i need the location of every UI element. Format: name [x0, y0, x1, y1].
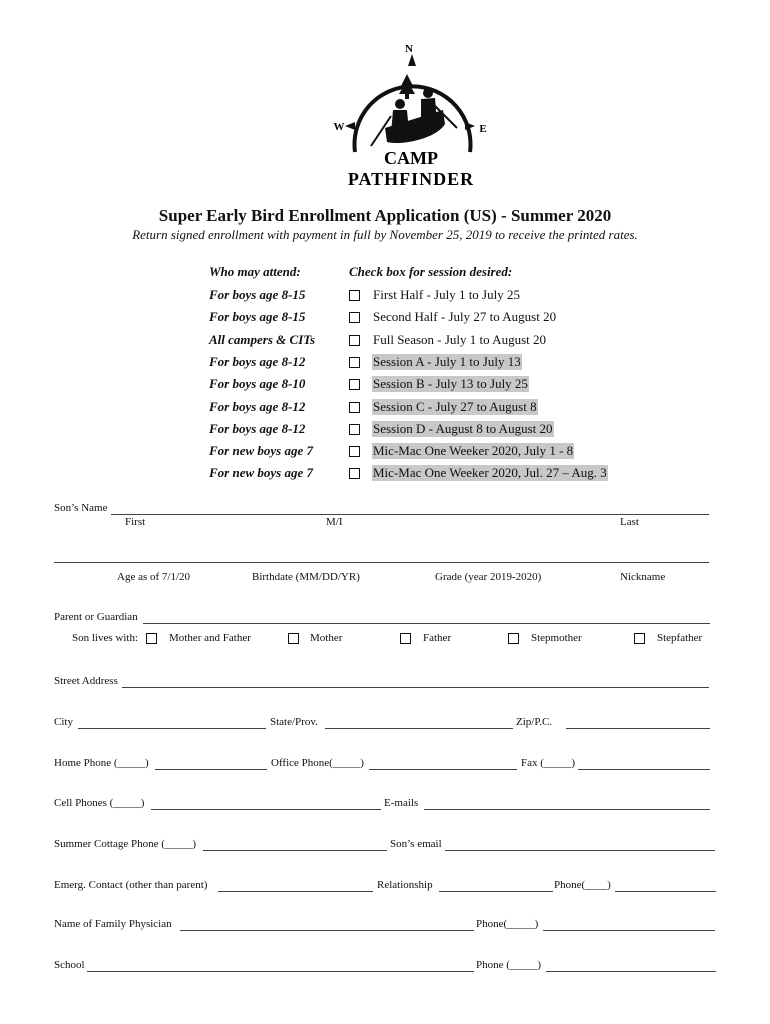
- session-checkbox[interactable]: [349, 312, 360, 323]
- age-label: Age as of 7/1/20: [117, 571, 191, 583]
- stepfather-checkbox[interactable]: [634, 633, 645, 644]
- session-label: Session C - July 27 to August 8: [373, 399, 537, 414]
- office-phone-field[interactable]: [369, 769, 517, 770]
- physician-phone-label: Phone(_____): [476, 918, 539, 930]
- last-label: Last: [620, 516, 639, 528]
- relationship-field[interactable]: [439, 891, 553, 892]
- emerg-contact-label: Emerg. Contact (other than parent): [54, 879, 208, 891]
- street-field[interactable]: [122, 687, 709, 688]
- grade-label: Grade (year 2019-2020): [435, 571, 542, 583]
- birthdate-label: Birthdate (MM/DD/YR): [252, 571, 360, 583]
- school-phone-field[interactable]: [546, 971, 716, 972]
- session-checkbox[interactable]: [349, 468, 360, 479]
- first-label: First: [125, 516, 146, 528]
- school-phone-label: Phone (_____): [476, 959, 542, 971]
- sons-name-field[interactable]: [111, 514, 709, 515]
- city-field[interactable]: [78, 728, 266, 729]
- summer-phone-label: Summer Cottage Phone (_____): [54, 838, 197, 850]
- physician-phone-field[interactable]: [543, 930, 715, 931]
- stepmother-label: Stepmother: [531, 632, 582, 644]
- lives-with-label: Son lives with:: [72, 632, 139, 644]
- state-field[interactable]: [325, 728, 513, 729]
- page-title: Super Early Bird Enrollment Application (US) - Summer 2020: [158, 206, 612, 225]
- office-phone-label: Office Phone(_____): [271, 757, 364, 769]
- page-subtitle: Return signed enrollment with payment in full by November 25, 2019 to receive the printed rates.: [132, 227, 638, 242]
- city-label: City: [54, 716, 73, 728]
- fax-field[interactable]: [578, 769, 710, 770]
- sons-email-label: Son’s email: [390, 838, 442, 850]
- emails-field[interactable]: [424, 809, 710, 810]
- nickname-label: Nickname: [620, 571, 666, 583]
- session-checkbox[interactable]: [349, 446, 360, 457]
- who-may-attend: For boys age 8-12: [209, 354, 306, 369]
- who-may-attend: For boys age 8-15: [209, 309, 306, 324]
- father-checkbox[interactable]: [400, 633, 411, 644]
- home-phone-field[interactable]: [155, 769, 267, 770]
- cell-phones-field[interactable]: [151, 809, 381, 810]
- mother-checkbox[interactable]: [288, 633, 299, 644]
- summer-phone-field[interactable]: [203, 850, 387, 851]
- who-header: Who may attend:: [209, 264, 301, 279]
- session-label: Second Half - July 27 to August 20: [373, 309, 557, 324]
- session-checkbox[interactable]: [349, 290, 360, 301]
- who-may-attend: For boys age 8-10: [209, 376, 306, 391]
- session-label: Full Season - July 1 to August 20: [373, 332, 546, 347]
- school-label: School: [54, 959, 85, 971]
- camp-pathfinder-logo: [325, 42, 495, 192]
- zip-field[interactable]: [566, 728, 710, 729]
- who-may-attend: For boys age 8-15: [209, 287, 306, 302]
- mother-father-checkbox[interactable]: [146, 633, 157, 644]
- session-label: Mic-Mac One Weeker 2020, Jul. 27 – Aug. 3: [373, 465, 607, 480]
- session-label: Session D - August 8 to August 20: [373, 421, 553, 436]
- fax-label: Fax (_____): [521, 757, 576, 769]
- session-checkbox[interactable]: [349, 379, 360, 390]
- parent-field[interactable]: [143, 623, 710, 624]
- cell-phones-label: Cell Phones (_____): [54, 797, 145, 809]
- sons-name-label: Son’s Name: [54, 502, 108, 514]
- mi-label: M/I: [326, 516, 343, 528]
- logo-pathfinder: PATHFINDER: [347, 169, 475, 189]
- who-may-attend: For new boys age 7: [209, 443, 313, 458]
- who-may-attend: For new boys age 7: [209, 465, 313, 480]
- home-phone-label: Home Phone (_____): [54, 757, 149, 769]
- who-may-attend: For boys age 8-12: [209, 399, 306, 414]
- who-may-attend: For boys age 8-12: [209, 421, 306, 436]
- session-label: First Half - July 1 to July 25: [373, 287, 520, 302]
- check-header: Check box for session desired:: [349, 264, 513, 279]
- emerg-phone-label: Phone(____): [554, 879, 611, 891]
- parent-label: Parent or Guardian: [54, 611, 138, 623]
- session-label: Session A - July 1 to July 13: [373, 354, 521, 369]
- logo-east: E: [479, 123, 487, 135]
- emerg-contact-field[interactable]: [218, 891, 373, 892]
- session-checkbox[interactable]: [349, 424, 360, 435]
- mother-label: Mother: [310, 632, 343, 644]
- age-birthdate-field[interactable]: [54, 562, 709, 563]
- physician-field[interactable]: [180, 930, 474, 931]
- session-checkbox[interactable]: [349, 335, 360, 346]
- mother-father-label: Mother and Father: [169, 632, 251, 644]
- logo-camp: CAMP: [384, 148, 438, 168]
- who-may-attend: All campers & CITs: [209, 332, 316, 347]
- physician-label: Name of Family Physician: [54, 918, 172, 930]
- session-checkbox[interactable]: [349, 357, 360, 368]
- session-label: Mic-Mac One Weeker 2020, July 1 - 8: [373, 443, 574, 458]
- relationship-label: Relationship: [377, 879, 433, 891]
- state-label: State/Prov.: [270, 716, 318, 728]
- session-label: Session B - July 13 to July 25: [373, 376, 528, 391]
- emerg-phone-field[interactable]: [615, 891, 716, 892]
- sons-email-field[interactable]: [445, 850, 715, 851]
- logo-north: N: [405, 43, 413, 55]
- street-label: Street Address: [54, 675, 118, 687]
- session-checkbox[interactable]: [349, 402, 360, 413]
- stepfather-label: Stepfather: [657, 632, 703, 644]
- stepmother-checkbox[interactable]: [508, 633, 519, 644]
- father-label: Father: [423, 632, 452, 644]
- school-field[interactable]: [87, 971, 474, 972]
- zip-label: Zip/P.C.: [516, 716, 553, 728]
- emails-label: E-mails: [384, 797, 419, 809]
- logo-west: W: [333, 121, 345, 133]
